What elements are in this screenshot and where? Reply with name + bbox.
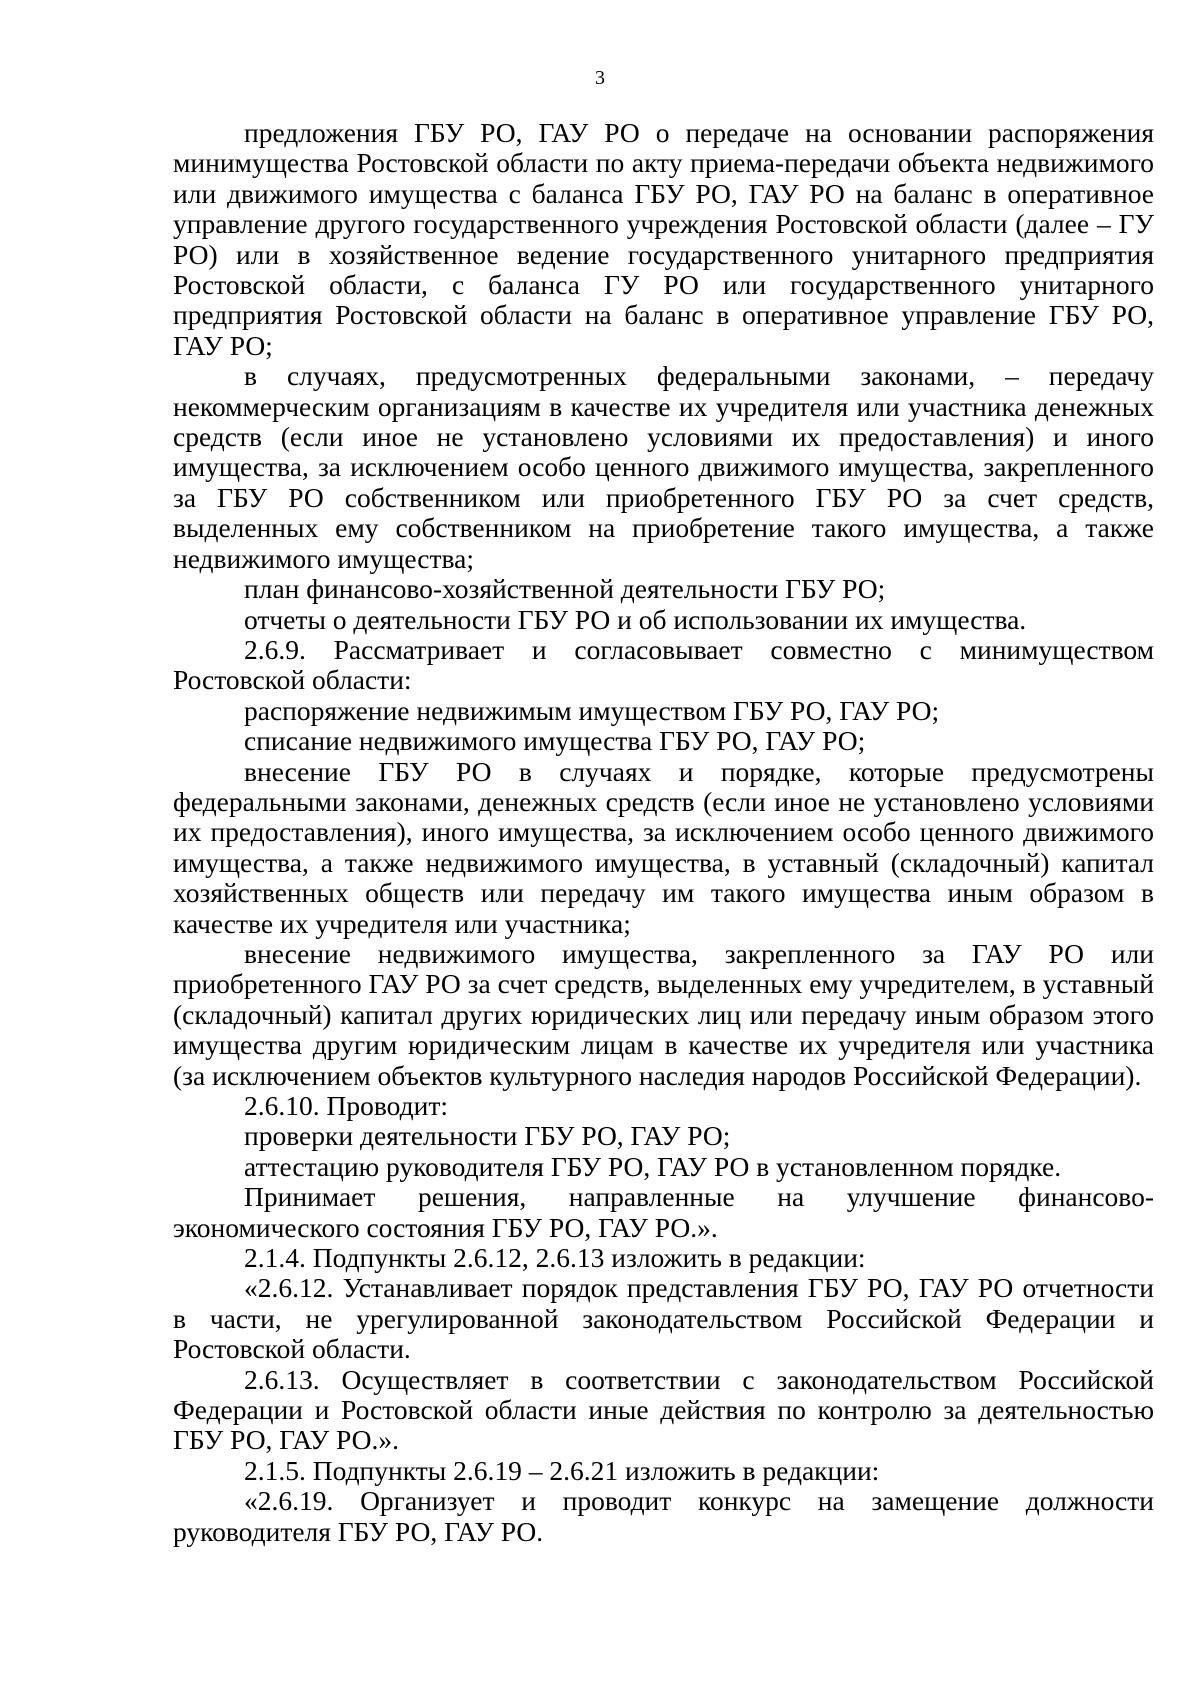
paragraph-federal-law-cases: в случаях, предусмотренных федеральными законами, – передачу некоммерческим организациям в качестве их учредителя или участника денежных средств (если иное не установлено условиями их предоставления) и иного имущества, за исключением особо ценного движимого имущества, закрепленного за ГБУ РО собственником или приобретенного ГБУ РО за счет средств, выделенных ему собственником на приобретение такого имущества, а также недвижимого имущества;	[173, 360, 1154, 574]
paragraph-2-6-13: 2.6.13. Осуществляет в соответствии с законодательством Российской Федерации и Ростовской области иные действия по контролю за деятельностью ГБУ РО, ГАУ РО.».	[173, 1363, 1154, 1456]
paragraph-2-6-9: 2.6.9. Рассматривает и согласовывает совместно с минимуществом Ростовской области:	[173, 633, 1154, 696]
paragraph-activity-reports: отчеты о деятельности ГБУ РО и об использовании их имущества.	[244, 603, 1027, 635]
paragraph-gbu-contribution: внесение ГБУ РО в случаях и порядке, которые предусмотрены федеральными законами, денежных средств (если иное не установлено условиями их предоставления), иного имущества, за исключением особо ценного движимого имущества, а также недвижимого имущества, в уставный (складочный) капитал хозяйственных обществ или передачу им такого имущества иным образом в качестве их учредителя или участника;	[173, 755, 1154, 939]
page-number: 3	[595, 67, 605, 89]
paragraph-2-6-10: 2.6.10. Проводит:	[244, 1090, 448, 1121]
document-body	[173, 118, 1154, 1547]
paragraph-2-6-12: «2.6.12. Устанавливает порядок представления ГБУ РО, ГАУ РО отчетности в части, не урегулированной законодательством Российской Федерации и Ростовской области.	[173, 1272, 1154, 1365]
paragraph-gau-contribution: внесение недвижимого имущества, закрепленного за ГАУ РО или приобретенного ГАУ РО за счет средств, выделенных ему учредителем, в уставный (складочный) капитал других юридических лиц или передачу иным образом этого имущества другим юридическим лицам в качестве их учредителя или участника (за исключением объектов культурного наследия народов Российской Федерации).	[173, 937, 1154, 1091]
paragraph-inspections: проверки деятельности ГБУ РО, ГАУ РО;	[244, 1120, 731, 1152]
paragraph-real-estate-writeoff: списание недвижимого имущества ГБУ РО, ГАУ РО;	[244, 725, 866, 757]
paragraph-2-1-5: 2.1.5. Подпункты 2.6.19 – 2.6.21 изложить в редакции:	[244, 1454, 880, 1486]
paragraph-attestation: аттестацию руководителя ГБУ РО, ГАУ РО в установленном порядке.	[244, 1150, 1062, 1182]
paragraph-decisions: Принимает решения, направленные на улучшение финансово-экономического состояния ГБУ РО, ГАУ РО.».	[173, 1181, 1154, 1243]
paragraph-2-1-4: 2.1.4. Подпункты 2.6.12, 2.6.13 изложить в редакции:	[244, 1242, 866, 1274]
paragraph-transfer-proposals: предложения ГБУ РО, ГАУ РО о передаче на основании распоряжения минимущества Ростовской области по акту приема-передачи объекта недвижимого или движимого имущества с баланса ГБУ РО, ГАУ РО на баланс в оперативное управление другого государственного учреждения Ростовской области (далее – ГУ РО) или в хозяйственное ведение государственного унитарного предприятия Ростовской области, с баланса ГУ РО или государственного унитарного предприятия Ростовской области на баланс в оперативное управление ГБУ РО, ГАУ РО;	[173, 117, 1154, 361]
paragraph-financial-plan: план финансово-хозяйственной деятельности ГБУ РО;	[244, 573, 886, 605]
paragraph-real-estate-disposal: распоряжение недвижимым имуществом ГБУ РО, ГАУ РО;	[244, 694, 940, 726]
paragraph-2-6-19: «2.6.19. Организует и проводит конкурс на замещение должности руководителя ГБУ РО, ГАУ РО.	[173, 1485, 1154, 1547]
